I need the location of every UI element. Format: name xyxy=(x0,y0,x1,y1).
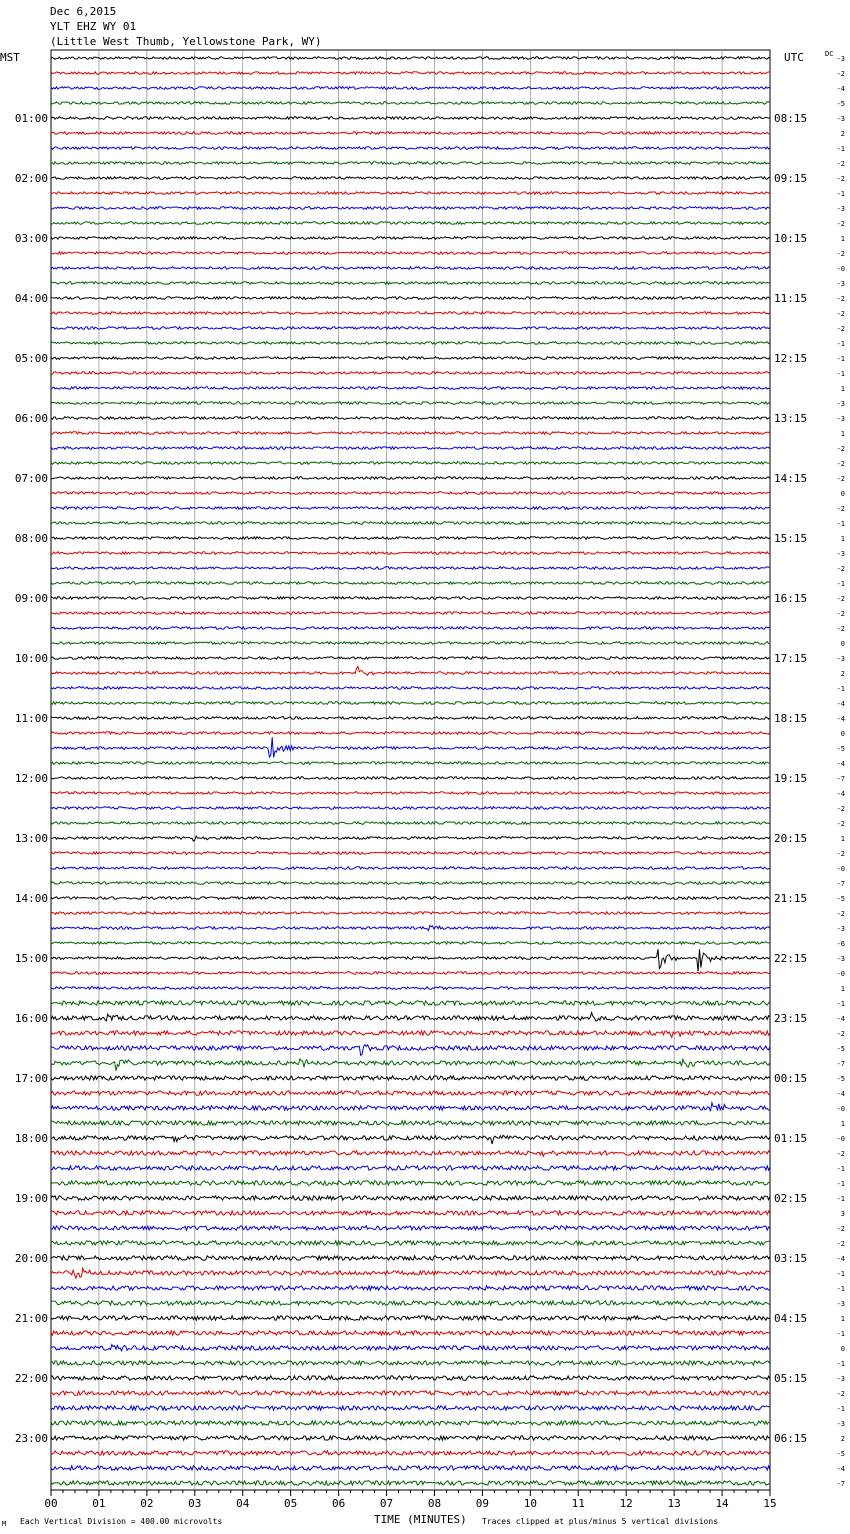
dc-offset-label: -0 xyxy=(836,1135,845,1143)
trace-row xyxy=(51,507,770,510)
dc-offset-label: 0 xyxy=(840,1345,845,1353)
utc-hour-label: 09:15 xyxy=(774,172,808,185)
trace-row xyxy=(51,477,770,480)
trace-row xyxy=(51,717,770,720)
dc-offset-label: -5 xyxy=(836,895,845,903)
dc-offset-label: 2 xyxy=(840,670,845,678)
dc-offset-label: -2 xyxy=(836,310,845,318)
x-tick-label: 06 xyxy=(331,1497,346,1510)
trace-row xyxy=(51,492,770,495)
dc-offset-label: -3 xyxy=(836,415,845,423)
trace-row xyxy=(51,402,770,405)
trace-row xyxy=(51,147,770,150)
dc-offset-label: -2 xyxy=(836,325,845,333)
trace-row xyxy=(51,1466,770,1470)
mst-hour-label: 01:00 xyxy=(14,112,48,125)
trace-row xyxy=(51,1268,770,1278)
trace-row xyxy=(51,432,770,435)
trace-row xyxy=(51,792,770,795)
trace-row xyxy=(51,1376,770,1380)
mst-hour-label: 14:00 xyxy=(14,892,48,905)
mst-hour-label: 21:00 xyxy=(14,1312,48,1325)
x-tick-label: 08 xyxy=(427,1497,442,1510)
mst-hour-label: 17:00 xyxy=(14,1072,48,1085)
dc-offset-label: -2 xyxy=(836,610,845,618)
dc-offset-label: -0 xyxy=(836,970,845,978)
dc-offset-label: -3 xyxy=(836,1375,845,1383)
trace-row xyxy=(51,777,770,780)
trace-row xyxy=(51,177,770,180)
x-tick-label: 07 xyxy=(379,1497,394,1510)
trace-row xyxy=(51,702,770,705)
trace-row xyxy=(51,372,770,375)
dc-offset-label: -4 xyxy=(836,1465,845,1473)
dc-offset-label: -1 xyxy=(836,1360,845,1368)
trace-row xyxy=(51,267,770,270)
dc-offset-label: -1 xyxy=(836,1180,845,1188)
x-tick-label: 09 xyxy=(475,1497,490,1510)
trace-row xyxy=(51,1059,770,1071)
trace-row xyxy=(51,612,770,615)
right-zone-label: UTC xyxy=(784,51,804,64)
dc-offset-label: -7 xyxy=(836,1480,845,1488)
trace-row xyxy=(51,1013,770,1022)
mst-hour-label: 10:00 xyxy=(14,652,48,665)
mst-hour-label: 16:00 xyxy=(14,1012,48,1025)
dc-offset-label: -5 xyxy=(836,100,845,108)
utc-hour-label: 06:15 xyxy=(774,1432,808,1445)
trace-row xyxy=(51,1166,770,1170)
trace-row xyxy=(51,87,770,90)
trace-row xyxy=(51,297,770,300)
x-tick-label: 00 xyxy=(44,1497,58,1510)
utc-hour-label: 23:15 xyxy=(774,1012,808,1025)
trace-row xyxy=(51,1196,770,1200)
mst-hour-label: 05:00 xyxy=(14,352,48,365)
dc-offset-label: -2 xyxy=(836,460,845,468)
dc-offset-label: -1 xyxy=(836,340,845,348)
mst-hour-label: 03:00 xyxy=(14,232,48,245)
dc-offset-label: 3 xyxy=(840,1210,845,1218)
trace-row xyxy=(51,882,770,885)
dc-offset-label: -4 xyxy=(836,1090,845,1098)
trace-row xyxy=(51,912,770,915)
trace-row xyxy=(51,1406,770,1410)
trace-row xyxy=(51,522,770,525)
dc-offset-label: -1 xyxy=(836,1165,845,1173)
trace-row xyxy=(51,852,770,855)
trace-row xyxy=(51,387,770,390)
trace-row xyxy=(51,312,770,315)
utc-hour-label: 13:15 xyxy=(774,412,808,425)
trace-row xyxy=(51,1103,770,1112)
dc-offset-label: -1 xyxy=(836,1285,845,1293)
dc-offset-label: -3 xyxy=(836,205,845,213)
corner-mark: M xyxy=(2,1520,7,1528)
left-zone-label: MST xyxy=(0,51,20,64)
dc-offset-label: -2 xyxy=(836,1390,845,1398)
trace-row xyxy=(51,1181,770,1185)
dc-offset-label: -3 xyxy=(836,655,845,663)
mst-hour-label: 02:00 xyxy=(14,172,48,185)
trace-row xyxy=(51,1316,770,1320)
trace-row xyxy=(51,57,770,60)
utc-hour-label: 15:15 xyxy=(774,532,808,545)
trace-row xyxy=(51,1001,770,1005)
trace-row xyxy=(51,417,770,420)
dc-offset-label: 0 xyxy=(840,490,845,498)
trace-row xyxy=(51,1091,770,1095)
dc-offset-label: -3 xyxy=(836,550,845,558)
x-tick-label: 04 xyxy=(236,1497,250,1510)
trace-row xyxy=(51,537,770,540)
trace-row xyxy=(51,1451,770,1455)
dc-offset-label: -7 xyxy=(836,1060,845,1068)
trace-row xyxy=(51,72,770,75)
dc-offset-label: -5 xyxy=(836,1045,845,1053)
dc-offset-label: -1 xyxy=(836,1195,845,1203)
dc-offset-label: -2 xyxy=(836,565,845,573)
trace-row xyxy=(51,357,770,360)
trace-row xyxy=(51,867,770,870)
mst-hour-label: 06:00 xyxy=(14,412,48,425)
trace-row xyxy=(51,1345,770,1351)
trace-row xyxy=(51,627,770,630)
mst-hour-label: 13:00 xyxy=(14,832,48,845)
x-tick-label: 15 xyxy=(763,1497,777,1510)
trace-row xyxy=(51,222,770,225)
mst-hour-label: 09:00 xyxy=(14,592,48,605)
dc-offset-label: -2 xyxy=(836,295,845,303)
mst-hour-label: 07:00 xyxy=(14,472,48,485)
dc-offset-label: -4 xyxy=(836,715,845,723)
mst-hour-label: 12:00 xyxy=(14,772,48,785)
trace-row xyxy=(51,987,770,990)
trace-row xyxy=(51,597,770,600)
trace-row xyxy=(51,1391,770,1395)
trace-row xyxy=(51,282,770,285)
x-tick-label: 10 xyxy=(523,1497,537,1510)
trace-row xyxy=(51,342,770,345)
trace-row xyxy=(51,162,770,165)
trace-row xyxy=(51,1031,770,1038)
dc-offset-label: -1 xyxy=(836,1330,845,1338)
trace-row xyxy=(51,1256,770,1260)
mst-hour-label: 15:00 xyxy=(14,952,48,965)
dc-offset-label: -1 xyxy=(836,520,845,528)
utc-hour-label: 04:15 xyxy=(774,1312,808,1325)
dc-offset-label: -2 xyxy=(836,625,845,633)
dc-offset-label: -7 xyxy=(836,880,845,888)
utc-hour-label: 14:15 xyxy=(774,472,808,485)
trace-row xyxy=(51,949,770,971)
dc-offset-label: -2 xyxy=(836,175,845,183)
trace-row xyxy=(51,132,770,135)
dc-offset-label: -2 xyxy=(836,445,845,453)
utc-hour-label: 11:15 xyxy=(774,292,808,305)
dc-offset-label: -4 xyxy=(836,1015,845,1023)
mst-hour-label: 22:00 xyxy=(14,1372,48,1385)
scale-note: Each Vertical Division = 400.00 microvolts xyxy=(20,1517,223,1526)
dc-offset-label: -2 xyxy=(836,1030,845,1038)
dc-offset-label: -0 xyxy=(836,1105,845,1113)
x-tick-label: 13 xyxy=(667,1497,681,1510)
trace-row xyxy=(51,667,770,676)
utc-hour-label: 00:15 xyxy=(774,1072,808,1085)
dc-offset-label: -2 xyxy=(836,1150,845,1158)
trace-row xyxy=(51,567,770,570)
dc-offset-label: 1 xyxy=(840,385,845,393)
trace-row xyxy=(51,737,770,757)
dc-offset-label: -3 xyxy=(836,400,845,408)
trace-row xyxy=(51,972,770,975)
dc-offset-label: -2 xyxy=(836,250,845,258)
utc-hour-label: 05:15 xyxy=(774,1372,808,1385)
dc-offset-label: -2 xyxy=(836,1225,845,1233)
dc-offset-label: 2 xyxy=(840,1435,845,1443)
trace-row xyxy=(51,1135,770,1144)
dc-offset-label: -7 xyxy=(836,775,845,783)
header-location: (Little West Thumb, Yellowstone Park, WY) xyxy=(50,35,322,48)
utc-hour-label: 01:15 xyxy=(774,1132,808,1145)
trace-row xyxy=(51,1151,770,1157)
mst-hour-label: 04:00 xyxy=(14,292,48,305)
dc-offset-label: -3 xyxy=(836,955,845,963)
trace-row xyxy=(51,192,770,195)
dc-offset-label: -6 xyxy=(836,940,845,948)
trace-row xyxy=(51,117,770,120)
dc-offset-label: -1 xyxy=(836,1000,845,1008)
x-tick-label: 12 xyxy=(619,1497,633,1510)
trace-row xyxy=(51,1226,770,1230)
dc-offset-label: -4 xyxy=(836,790,845,798)
trace-row xyxy=(51,1076,770,1080)
trace-row xyxy=(51,925,770,930)
trace-row xyxy=(51,1211,770,1215)
dc-offset-label: -4 xyxy=(836,1255,845,1263)
utc-hour-label: 08:15 xyxy=(774,112,808,125)
header-date: Dec 6,2015 xyxy=(50,5,117,18)
trace-row xyxy=(51,327,770,330)
trace-row xyxy=(51,1361,770,1365)
dc-offset-label: -2 xyxy=(836,160,845,168)
trace-row xyxy=(51,462,770,465)
trace-row xyxy=(51,687,770,690)
dc-offset-label: 1 xyxy=(840,235,845,243)
trace-row xyxy=(51,942,770,945)
dc-offset-label: -2 xyxy=(836,805,845,813)
dc-offset-label: -2 xyxy=(836,70,845,78)
time-grid xyxy=(44,50,776,1510)
dc-offset-label: -0 xyxy=(836,265,845,273)
trace-row xyxy=(51,252,770,255)
trace-row xyxy=(51,1286,770,1290)
trace-row xyxy=(51,732,770,735)
trace-row xyxy=(51,207,770,210)
dc-offset-label: 1 xyxy=(840,1315,845,1323)
mst-hour-label: 19:00 xyxy=(14,1192,48,1205)
trace-row xyxy=(51,1421,770,1425)
dc-offset-label: -5 xyxy=(836,745,845,753)
trace-row xyxy=(51,897,770,900)
dc-offset-label: -1 xyxy=(836,145,845,153)
trace-row xyxy=(51,1241,770,1245)
trace-row xyxy=(51,582,770,585)
x-tick-label: 14 xyxy=(715,1497,729,1510)
utc-hour-label: 03:15 xyxy=(774,1252,808,1265)
dc-offset-label: -1 xyxy=(836,1405,845,1413)
dc-offset-label: 1 xyxy=(840,430,845,438)
dc-offset-label: -1 xyxy=(836,685,845,693)
mst-hour-label: 20:00 xyxy=(14,1252,48,1265)
trace-row xyxy=(51,1301,770,1305)
dc-offset-label: -2 xyxy=(836,475,845,483)
utc-hour-label: 10:15 xyxy=(774,232,808,245)
dc-offset-label: -1 xyxy=(836,1270,845,1278)
utc-hour-label: 02:15 xyxy=(774,1192,808,1205)
dc-offset-label: -2 xyxy=(836,1240,845,1248)
utc-hour-label: 16:15 xyxy=(774,592,808,605)
dc-offset-label: -1 xyxy=(836,580,845,588)
utc-hour-label: 12:15 xyxy=(774,352,808,365)
dc-offset-label: -3 xyxy=(836,55,845,63)
utc-hour-label: 19:15 xyxy=(774,772,808,785)
utc-hour-label: 20:15 xyxy=(774,832,808,845)
trace-row xyxy=(51,762,770,765)
dc-label: DC xyxy=(825,50,834,58)
trace-row xyxy=(51,642,770,645)
trace-row xyxy=(51,1436,770,1440)
trace-row xyxy=(51,807,770,810)
dc-offset-label: 2 xyxy=(840,130,845,138)
dc-offset-label: -3 xyxy=(836,925,845,933)
trace-row xyxy=(51,1121,770,1125)
mst-hour-label: 18:00 xyxy=(14,1132,48,1145)
trace-set xyxy=(51,55,845,1488)
dc-offset-label: -2 xyxy=(836,850,845,858)
dc-offset-label: 1 xyxy=(840,985,845,993)
dc-offset-label: -3 xyxy=(836,115,845,123)
dc-offset-label: 0 xyxy=(840,640,845,648)
x-tick-label: 11 xyxy=(571,1497,585,1510)
dc-offset-label: -2 xyxy=(836,220,845,228)
dc-offset-label: -2 xyxy=(836,820,845,828)
x-tick-label: 03 xyxy=(188,1497,202,1510)
dc-offset-label: -2 xyxy=(836,910,845,918)
trace-row xyxy=(51,102,770,105)
utc-hour-label: 18:15 xyxy=(774,712,808,725)
dc-offset-label: 1 xyxy=(840,535,845,543)
dc-offset-label: 1 xyxy=(840,1120,845,1128)
dc-offset-label: -5 xyxy=(836,1450,845,1458)
trace-row xyxy=(51,1331,770,1335)
trace-row xyxy=(51,822,770,825)
clip-note: Traces clipped at plus/minus 5 vertical divisions xyxy=(482,1517,719,1526)
dc-offset-label: 0 xyxy=(840,730,845,738)
utc-hour-label: 22:15 xyxy=(774,952,808,965)
dc-offset-label: -0 xyxy=(836,865,845,873)
trace-row xyxy=(51,1481,770,1485)
trace-row xyxy=(51,657,770,660)
dc-offset-label: -1 xyxy=(836,370,845,378)
dc-offset-label: -1 xyxy=(836,190,845,198)
dc-offset-label: -4 xyxy=(836,700,845,708)
trace-row xyxy=(51,237,770,240)
mst-hour-label: 08:00 xyxy=(14,532,48,545)
dc-offset-label: -3 xyxy=(836,1300,845,1308)
trace-row xyxy=(51,447,770,450)
trace-row xyxy=(51,836,770,841)
x-tick-label: 05 xyxy=(284,1497,298,1510)
dc-offset-label: -2 xyxy=(836,595,845,603)
dc-offset-label: -1 xyxy=(836,355,845,363)
mst-hour-label: 11:00 xyxy=(14,712,48,725)
trace-row xyxy=(51,552,770,555)
x-tick-label: 02 xyxy=(140,1497,154,1510)
utc-hour-label: 17:15 xyxy=(774,652,808,665)
header-station: YLT EHZ WY 01 xyxy=(50,20,137,33)
dc-offset-label: -2 xyxy=(836,505,845,513)
dc-offset-label: 1 xyxy=(840,835,845,843)
utc-hour-label: 21:15 xyxy=(774,892,808,905)
x-axis-label: TIME (MINUTES) xyxy=(374,1513,467,1526)
dc-offset-label: -3 xyxy=(836,1420,845,1428)
trace-row xyxy=(51,1045,770,1056)
dc-offset-label: -5 xyxy=(836,1075,845,1083)
dc-offset-label: -3 xyxy=(836,280,845,288)
x-tick-label: 01 xyxy=(92,1497,106,1510)
mst-hour-label: 23:00 xyxy=(14,1432,48,1445)
dc-offset-label: -4 xyxy=(836,85,845,93)
dc-offset-label: -4 xyxy=(836,760,845,768)
